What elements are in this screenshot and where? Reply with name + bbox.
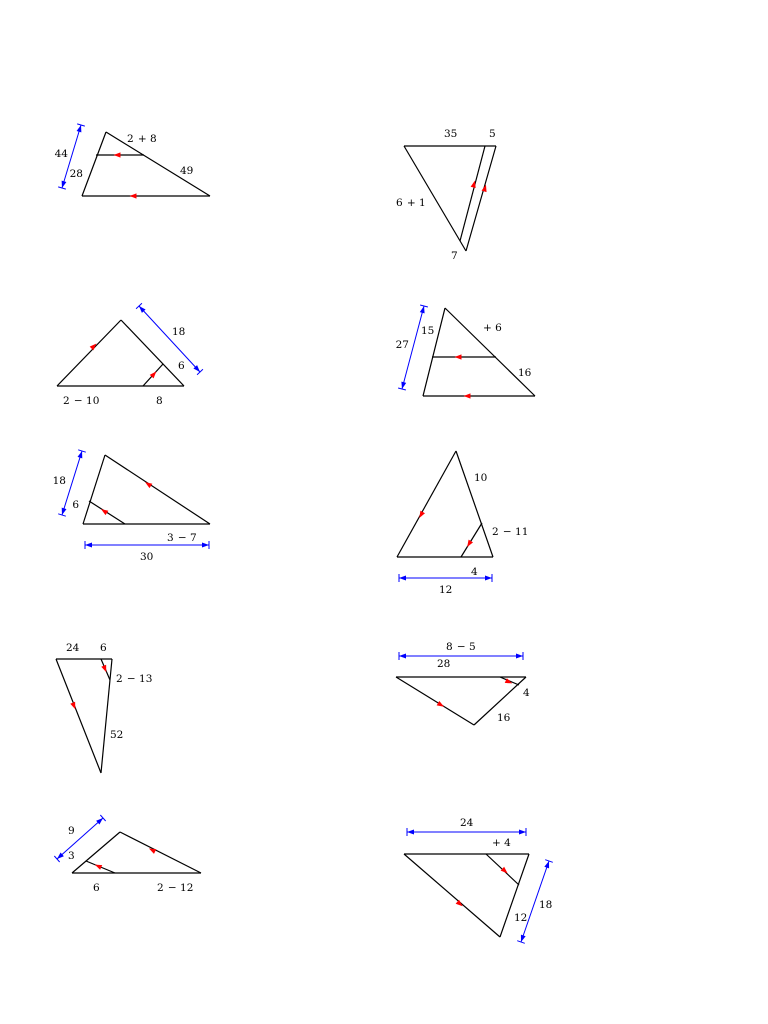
measure-label: 2 − 12 — [157, 882, 194, 894]
dimension-arrowhead — [519, 830, 526, 835]
parallel-arrow-marker — [437, 701, 444, 707]
measure-label: 8 — [156, 395, 163, 407]
triangle-side — [397, 451, 456, 557]
measure-label: 18 — [172, 326, 186, 338]
parallel-arrow-marker — [419, 511, 425, 518]
measure-label: 8 − 5 — [446, 641, 476, 653]
problem-6-figure — [397, 451, 528, 596]
triangle-side — [72, 832, 120, 873]
problem-9-figure — [54, 815, 201, 894]
measure-label: 2 − 10 — [63, 395, 100, 407]
measure-label: 27 — [395, 339, 409, 351]
measure-label: 6 — [93, 882, 100, 894]
dimension-arrowhead — [407, 830, 414, 835]
measure-label: 24 — [66, 642, 80, 654]
triangle-side — [396, 677, 474, 725]
measure-label: 2 + 8 — [127, 133, 157, 145]
triangle-side — [461, 523, 482, 557]
triangle-side — [56, 659, 101, 773]
dimension-arrowhead — [485, 576, 492, 581]
triangle-side — [82, 132, 106, 196]
parallel-arrow-marker — [101, 665, 106, 672]
dimension-arrowhead — [521, 935, 526, 942]
measure-label: 6 — [72, 499, 79, 511]
measure-label: 3 — [68, 850, 75, 862]
parallel-arrow-marker — [130, 193, 137, 198]
parallel-arrow-marker — [149, 848, 156, 853]
triangle-side — [101, 659, 112, 773]
dimension-arrowhead — [202, 543, 209, 548]
dimension-arrowhead — [62, 508, 67, 515]
problem-7-figure — [56, 642, 152, 773]
measure-label: 35 — [444, 128, 458, 140]
measure-label: 28 — [437, 658, 451, 670]
problem-8-figure — [396, 641, 530, 725]
parallel-arrow-marker — [145, 482, 152, 488]
problem-4-figure — [396, 305, 535, 399]
measure-label: 49 — [180, 165, 194, 177]
measure-label: 4 — [523, 687, 530, 699]
measure-label: 5 — [489, 128, 496, 140]
triangle-side — [456, 451, 493, 557]
measure-label: 2 − 13 — [116, 673, 153, 685]
dimension-arrowhead — [399, 654, 406, 659]
measure-label: 16 — [518, 367, 532, 379]
parallel-arrow-marker — [464, 393, 471, 398]
triangle-side — [423, 308, 445, 396]
measure-label: 10 — [474, 472, 488, 484]
dimension-arrowhead — [85, 543, 92, 548]
measure-label: 30 — [140, 551, 154, 563]
dimension-arrowhead — [420, 306, 425, 313]
parallel-arrow-marker — [501, 867, 508, 874]
dimension-arrowhead — [544, 861, 549, 868]
parallel-arrow-marker — [471, 181, 476, 188]
triangle-side — [105, 455, 210, 524]
measure-label: 12 — [439, 584, 453, 596]
problem-5-figure — [53, 450, 210, 563]
problem-3-figure — [57, 303, 203, 407]
triangle-side — [404, 854, 500, 937]
problem-2-figure — [396, 128, 496, 262]
triangle-side — [106, 132, 210, 196]
parallel-arrow-marker — [455, 354, 462, 359]
measure-label: + 6 — [483, 322, 502, 334]
parallel-arrow-marker — [70, 702, 75, 709]
parallel-arrow-marker — [467, 540, 473, 547]
problem-10-figure — [404, 817, 553, 943]
parallel-arrow-marker — [95, 865, 102, 870]
measure-label: + 4 — [492, 837, 511, 849]
measure-label: 6 — [178, 360, 185, 372]
measure-label: 2 − 11 — [492, 526, 529, 538]
measure-label: 6 + 1 — [396, 197, 426, 209]
measure-label: 15 — [421, 325, 435, 337]
measure-label: 44 — [54, 148, 68, 160]
parallel-arrow-marker — [456, 900, 463, 907]
parallel-arrow-marker — [101, 509, 108, 515]
measure-label: 24 — [460, 817, 474, 829]
triangle-side — [120, 832, 201, 873]
measure-label: 18 — [539, 899, 553, 911]
triangle-side — [83, 455, 105, 524]
problem-1-figure — [55, 124, 210, 199]
measure-label: 7 — [451, 250, 458, 262]
measure-label: 9 — [68, 825, 75, 837]
parallel-arrow-marker — [114, 152, 121, 157]
dimension-line — [139, 306, 200, 372]
triangle-side — [57, 320, 121, 386]
dimension-arrowhead — [516, 654, 523, 659]
measure-label: 4 — [471, 566, 478, 578]
dimension-arrowhead — [399, 576, 406, 581]
dimension-arrowhead — [78, 451, 83, 458]
measure-label: 18 — [52, 475, 66, 487]
measure-label: 16 — [497, 712, 511, 724]
dimension-arrowhead — [62, 181, 67, 188]
triangle-side — [500, 854, 529, 937]
measure-label: 52 — [110, 729, 124, 741]
measure-label: 28 — [69, 168, 83, 180]
dimension-arrowhead — [77, 125, 82, 132]
dimension-arrowhead — [401, 382, 406, 389]
measure-label: 6 — [100, 642, 107, 654]
measure-label: 12 — [514, 912, 528, 924]
measure-label: 3 − 7 — [167, 532, 197, 544]
